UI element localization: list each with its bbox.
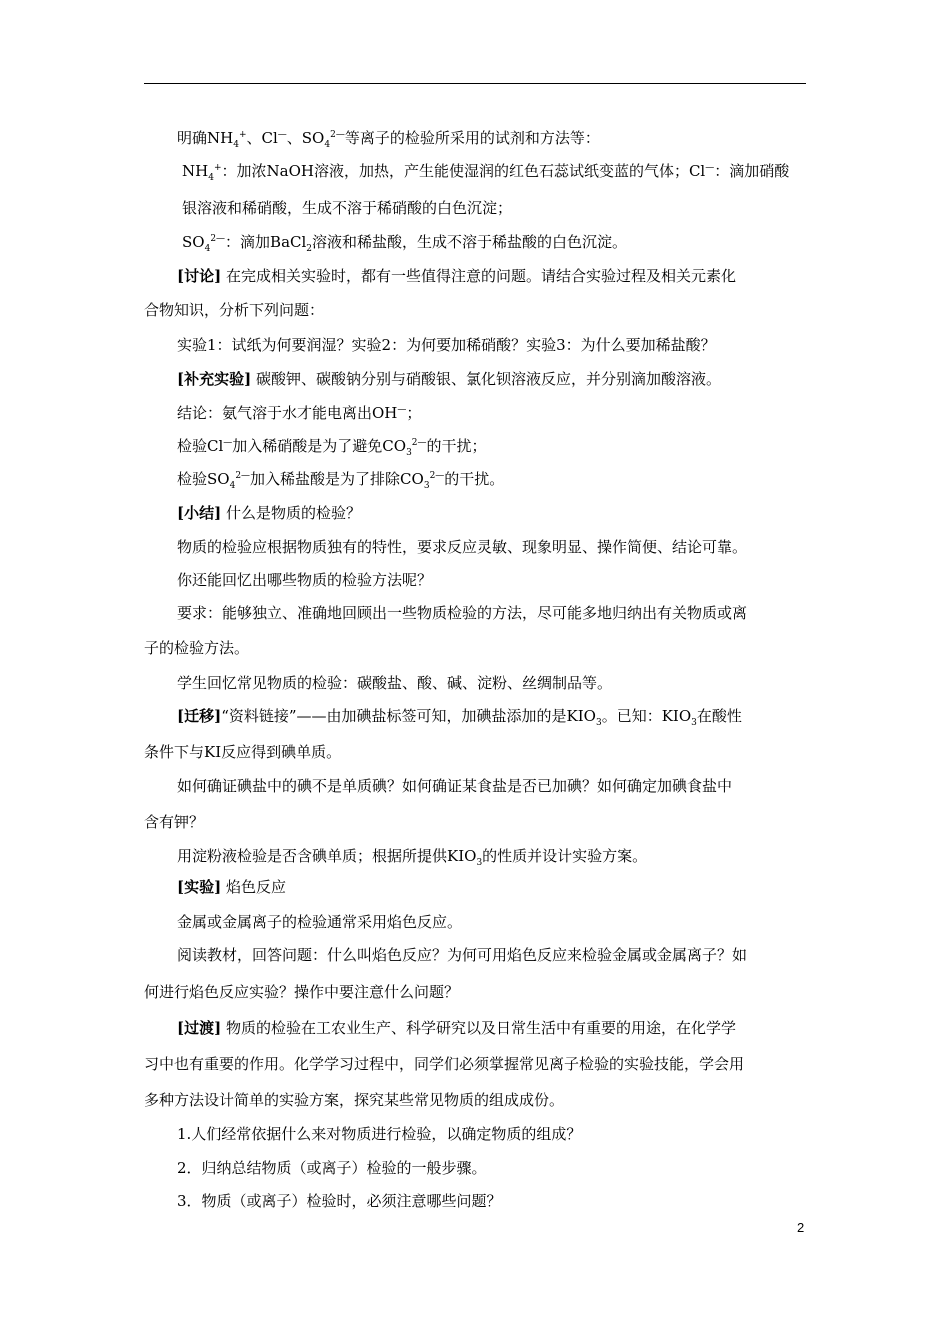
paragraph-line: 用淀粉液检验是否含碘单质；根据所提供$KIO_3$的性质并设计实验方案。	[177, 847, 648, 868]
paragraph-line: $SO_4^{2—}$：滴加BaCl$_2$溶液和稀盐酸，生成不溶于稀盐酸的白色沉淀。	[182, 233, 628, 254]
section-tag: [讨论]	[177, 267, 222, 285]
paragraph-line: 检验Cl—加入稀硝酸是为了避免$CO_3^{2—}$的干扰；	[177, 437, 487, 458]
section-tag: [实验]	[177, 878, 222, 896]
list-item: 3．物质（或离子）检验时，必须注意哪些问题？	[177, 1192, 502, 1210]
paragraph-line: [过渡] 物质的检验在工农业生产、科学研究以及日常生活中有重要的用途，在化学学	[177, 1019, 736, 1037]
paragraph-line: 物质的检验应根据物质独有的特性，要求反应灵敏、现象明显、操作简便、结论可靠。	[177, 538, 748, 556]
paragraph-line: [小结] 什么是物质的检验？	[177, 504, 361, 522]
paragraph-line: 习中也有重要的作用。化学学习过程中，同学们必须掌握常见离子检验的实验技能，学会用	[144, 1055, 745, 1073]
header-rule	[144, 83, 806, 84]
paragraph-line: 你还能回忆出哪些物质的检验方法呢？	[177, 571, 433, 589]
section-tag: [小结]	[177, 504, 222, 522]
section-tag: [过渡]	[177, 1019, 222, 1037]
paragraph-line: [讨论] 在完成相关实验时，都有一些值得注意的问题。请结合实验过程及相关元素化	[177, 267, 736, 285]
paragraph-line: 如何确证碘盐中的碘不是单质碘？如何确证某食盐是否已加碘？如何确定加碘食盐中	[177, 777, 733, 795]
page-number: 2	[797, 1220, 805, 1235]
paragraph-line: 结论：氨气溶于水才能电离出OH—；	[177, 404, 422, 422]
paragraph-line: $NH_4^+$：加浓NaOH溶液，加热，产生能使湿润的红色石蕊试纸变蓝的气体；Cl—：滴加硝酸	[182, 162, 790, 183]
paragraph-line: [补充实验] 碳酸钾、碳酸钠分别与硝酸银、氯化钡溶液反应，并分别滴加酸溶液。	[177, 370, 721, 388]
section-tag: [补充实验]	[177, 370, 252, 388]
paragraph-line: 明确$NH_4^+$、Cl—、$SO_4^{2—}$等离子的检验所采用的试剂和方法等：	[177, 129, 600, 150]
paragraph-line: 含有钾？	[144, 813, 205, 831]
paragraph-line: 条件下与KI反应得到碘单质。	[144, 743, 342, 761]
paragraph-line: 阅读教材，回答问题：什么叫焰色反应？为何可用焰色反应来检验金属或金属离子？如	[177, 946, 748, 964]
paragraph-line: [迁移]“资料链接”——由加碘盐标签可知，加碘盐添加的是$KIO_3$。已知：$KIO_3$在酸性	[177, 707, 742, 728]
paragraph-line: 合物知识，分析下列问题：	[144, 301, 325, 319]
paragraph-line: [实验] 焰色反应	[177, 878, 286, 896]
paragraph-line: 要求：能够独立、准确地回顾出一些物质检验的方法，尽可能多地归纳出有关物质或离	[177, 604, 748, 622]
section-tag: [迁移]	[177, 707, 222, 725]
paragraph-line: 银溶液和稀硝酸，生成不溶于稀硝酸的白色沉淀；	[182, 199, 513, 217]
paragraph-line: 金属或金属离子的检验通常采用焰色反应。	[177, 913, 463, 931]
paragraph-line: 何进行焰色反应实验？操作中要注意什么问题？	[144, 983, 460, 1001]
paragraph-line: 学生回忆常见物质的检验：碳酸盐、酸、碱、淀粉、丝绸制品等。	[177, 674, 613, 692]
paragraph-line: 多种方法设计简单的实验方案，探究某些常见物质的组成成份。	[144, 1091, 565, 1109]
paragraph-line: 检验$SO_4^{2—}$加入稀盐酸是为了排除$CO_3^{2—}$的干扰。	[177, 470, 505, 491]
paragraph-line: 实验1：试纸为何要润湿？实验2：为何要加稀硝酸？实验3：为什么要加稀盐酸？	[177, 336, 716, 354]
list-item: 2．归纳总结物质（或离子）检验的一般步骤。	[177, 1159, 487, 1177]
list-item: 1.人们经常依据什么来对物质进行检验，以确定物质的组成？	[177, 1125, 582, 1143]
paragraph-line: 子的检验方法。	[144, 639, 250, 657]
